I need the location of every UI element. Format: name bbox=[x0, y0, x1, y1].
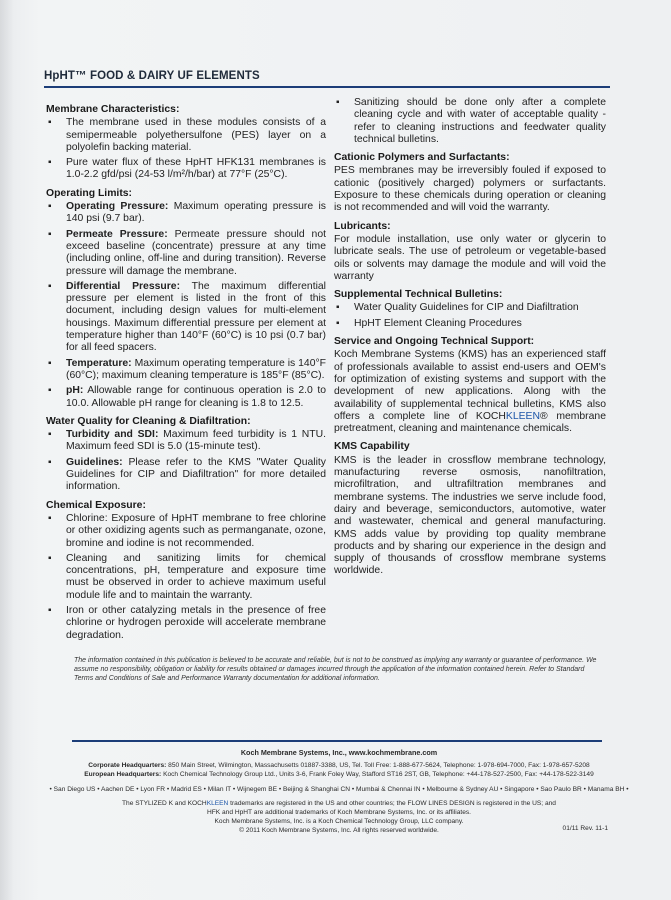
corporate-hq-text: 850 Main Street, Wilmington, Massachusetts 01887-3388, US, Tel. Toll Free: 1-888-677-5624, Telephone: 1-978-694-7000, Fax: 1-978-657-5208 bbox=[168, 762, 590, 769]
chemical-heading: Chemical Exposure: bbox=[46, 499, 146, 511]
left-column bbox=[46, 104, 326, 645]
trademark-line-1 bbox=[44, 799, 634, 808]
kochkleen-brand: KLEEN bbox=[505, 410, 540, 422]
list-item: ▪ Pure water flux of these HpHT HFK131 membranes is 1.0-2.2 gfd/psi (24-53 l/m²/h/bar) at 77°F (25°C). bbox=[46, 157, 326, 182]
water-quality-heading: Water Quality for Cleaning & Diafiltration: bbox=[46, 415, 251, 427]
corporate-hq bbox=[44, 761, 634, 770]
list-item: ▪ Chlorine: Exposure of HpHT membrane to free chlorine or other oxidizing agents such as permanganate, ozone, bromine and iodine is not recommended. bbox=[46, 513, 326, 550]
chemical-list bbox=[46, 513, 326, 642]
list-item bbox=[46, 358, 326, 383]
office-locations: • San Diego US • Aachen DE • Lyon FR • Madrid ES • Milan IT • Wijnegem BE • Beijing & Shanghai CN • Mumbai & Chennai IN • Melbourne & Sydney AU • Singapore • Sao Paulo BR • Manama BH • bbox=[49, 786, 629, 793]
trademark-text-b: trademarks are registered in the US and other countries; the FLOW LINES DESIGN is registered in the US; and bbox=[228, 800, 556, 807]
list-item: ▪ HpHT Element Cleaning Procedures bbox=[334, 318, 606, 330]
document-title: HpHT™ FOOD & DAIRY UF ELEMENTS bbox=[44, 70, 260, 82]
trademark-line-3: Koch Membrane Systems, Inc. is a Koch Chemical Technology Group, LLC company. bbox=[214, 818, 464, 825]
sanitizing-list bbox=[334, 97, 606, 146]
trademark-text-a: The STYLIZED K and KOCH bbox=[122, 800, 207, 807]
cationic-heading: Cationic Polymers and Surfactants: bbox=[334, 152, 510, 164]
item-label: Permeate Pressure: bbox=[66, 228, 168, 240]
membrane-heading: Membrane Characteristics: bbox=[46, 104, 180, 115]
service-text-a: Koch Membrane Systems (KMS) has an experienced staff of professionals available to assist end-users and OEM's for optimization of existing systems and support with the development of new applications. Along with the availability of supplemental technical bulletins, KMS also offers a complete line of KOCH bbox=[334, 349, 606, 422]
item-text: Maximum operating pressure is 140 psi (9.7 bar). bbox=[66, 201, 326, 225]
right-column bbox=[334, 96, 606, 578]
water-quality-list bbox=[46, 429, 326, 493]
list-item bbox=[46, 429, 326, 454]
copyright: © 2011 Koch Membrane Systems, Inc. All rights reserved worldwide. bbox=[239, 827, 439, 834]
item-text: Maximum operating temperature is 140°F (60°C); maximum cleaning temperature is 185°F (85°C). bbox=[66, 357, 326, 381]
service-text-b: ® membrane pretreatment, cleaning and maintenance chemicals. bbox=[334, 410, 606, 435]
list-item: ▪ Water Quality Guidelines for CIP and Diafiltration bbox=[334, 302, 606, 314]
list-item bbox=[46, 201, 326, 226]
supplemental-list bbox=[334, 302, 606, 330]
list-item bbox=[46, 385, 326, 410]
trademark-line-2: HFK and HpHT are additional trademarks of Koch Membrane Systems, Inc. or its affiliates. bbox=[207, 809, 471, 816]
kochkleen-brand: KLEEN bbox=[206, 800, 229, 807]
service-text bbox=[334, 349, 606, 435]
list-item: ▪ Cleaning and sanitizing limits for chemical concentrations, pH, temperature and exposure time must be observed in order to achieve maximum useful module life and to maintain the warranty. bbox=[46, 553, 326, 602]
list-item: ▪ Sanitizing should be done only after a complete cleaning cycle and with water of acceptable quality - refer to cleaning instructions and feedwater quality technical bulletins. bbox=[334, 97, 606, 146]
item-label: Guidelines: bbox=[66, 456, 123, 468]
disclaimer: The information contained in this publication is believed to be accurate and reliable, but is not to be construed as implying any warranty or guarantee of performance. We assume no responsibility, obligation or liability for results obtained or damages incurred through the application of the information contained herein. Refer to Standard Terms and Conditions of Sale and Performance Warranty documentation for additional information. bbox=[74, 657, 597, 683]
cationic-text: PES membranes may be irreversibly fouled if exposed to cationic (positively charged) polymers or surfactants. Exposure to these chemicals during operation or cleaning is not recommended and will void the warranty. bbox=[334, 165, 606, 214]
footer-divider bbox=[72, 740, 602, 742]
item-label: Temperature: bbox=[66, 357, 132, 369]
list-item bbox=[46, 229, 326, 278]
item-text: The maximum differential pressure per element is listed in the front of this document, including design values for multi-element housings. Maximum differential pressure per element at temperature higher than 140°F (60°C) is 10 psi (0.7 bar) for all feed spacers. bbox=[66, 280, 326, 354]
operating-heading: Operating Limits: bbox=[46, 187, 133, 199]
item-label: Turbidity and SDI: bbox=[66, 429, 159, 441]
item-label: Differential Pressure: bbox=[66, 280, 181, 292]
item-text: Allowable range for continuous operation is 2.0 to 10.0. Allowable pH range for cleaning is 1.8 to 12.5. bbox=[66, 385, 326, 409]
item-text: Permeate pressure should not exceed baseline (concentrate) pressure at any time (including online, off-line and during transition). Reverse pressure will damage the membrane. bbox=[66, 228, 326, 277]
corporate-hq-label: Corporate Headquarters: bbox=[88, 762, 167, 769]
european-hq-text: Koch Chemical Technology Group Ltd., Units 3-6, Frank Foley Way, Stafford ST16 2ST, GB, Telephone: +44-178-527-2500, Fax: +44-178-522-3149 bbox=[163, 771, 594, 778]
membrane-list bbox=[46, 117, 326, 181]
lubricants-heading: Lubricants: bbox=[334, 220, 391, 232]
item-text: Please refer to the KMS "Water Quality Guidelines for CIP and Diafiltration" for more detailed information. bbox=[66, 456, 327, 493]
supplemental-heading: Supplemental Technical Bulletins: bbox=[334, 289, 503, 301]
list-item: ▪ Iron or other catalyzing metals in the presence of free chlorine or hydrogen peroxide will accelerate membrane degradation. bbox=[46, 605, 326, 642]
capability-heading: KMS Capability bbox=[334, 441, 410, 453]
list-item: ▪ The membrane used in these modules consists of a semipermeable polyethersulfone (PES) layer on a polyolefin backing material. bbox=[46, 117, 326, 154]
capability-text: KMS is the leader in crossflow membrane technology, manufacturing reverse osmosis, nanofiltration, microfiltration, and ultrafiltration membranes and membrane systems. The industries we serve include food, dairy and beverage, semiconductors, automotive, water and wastewater, chemical and general manufacturing. KMS adds value by providing top quality membrane products and by sharing our experience in the design and supply of thousands of crossflow membrane systems worldwide. bbox=[334, 454, 606, 577]
service-heading: Service and Ongoing Technical Support: bbox=[334, 336, 535, 348]
list-item bbox=[46, 457, 326, 494]
european-hq-label: European Headquarters: bbox=[84, 771, 162, 778]
lubricants-text: For module installation, use only water or glycerin to lubricate seals. The use of petroleum or vegetable-based oils or solvents may damage the module and will void the warranty bbox=[334, 233, 606, 282]
list-item bbox=[46, 281, 326, 355]
european-hq bbox=[44, 770, 634, 779]
title-divider bbox=[44, 86, 610, 88]
item-label: Operating Pressure: bbox=[66, 201, 169, 213]
footer bbox=[44, 748, 634, 835]
footer-company: Koch Membrane Systems, Inc., www.kochmembrane.com bbox=[240, 748, 438, 757]
revision-code: 01/11 Rev. 11-1 bbox=[562, 825, 608, 832]
item-label: pH: bbox=[66, 385, 84, 397]
item-text: Maximum feed turbidity is 1 NTU. Maximum feed SDI is 5.0 (15-minute test). bbox=[66, 429, 327, 453]
operating-list bbox=[46, 201, 326, 410]
